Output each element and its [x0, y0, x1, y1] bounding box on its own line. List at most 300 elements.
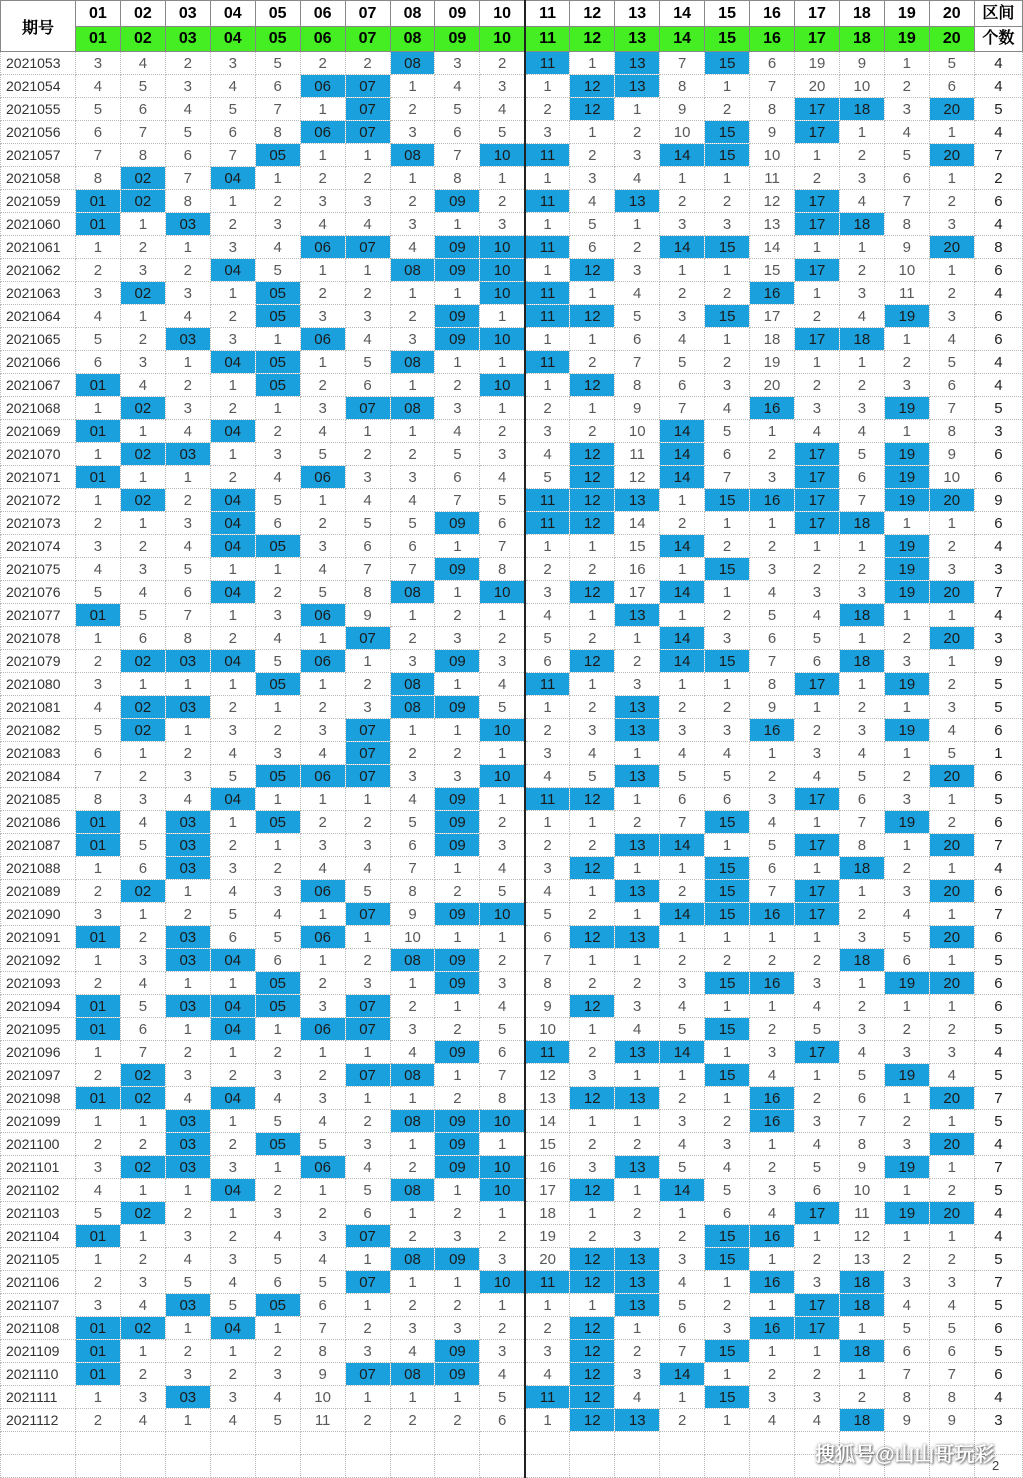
table-row [1, 1041, 1023, 1064]
omission-cell: 1 [570, 328, 615, 351]
omission-cell: 6 [660, 788, 705, 811]
omission-cell: 4 [660, 995, 705, 1018]
omission-cell: 5 [300, 1271, 345, 1294]
omission-cell: 3 [480, 75, 525, 98]
omission-cell: 1 [390, 75, 435, 98]
omission-cell: 9 [345, 604, 390, 627]
omission-cell: 8 [839, 834, 884, 857]
omission-cell: 2 [929, 1179, 974, 1202]
drawn-number-cell: 19 [884, 305, 929, 328]
drawn-number-cell: 07 [345, 98, 390, 121]
omission-cell: 12 [750, 190, 795, 213]
drawn-number-cell: 13 [615, 1409, 660, 1432]
omission-cell: 3 [300, 1225, 345, 1248]
omission-cell: 17 [615, 581, 660, 604]
drawn-number-cell: 12 [570, 1340, 615, 1363]
omission-cell: 9 [929, 1409, 974, 1432]
omission-cell: 2 [390, 1156, 435, 1179]
drawn-number-cell: 15 [705, 857, 750, 880]
drawn-number-cell: 07 [345, 1018, 390, 1041]
omission-cell: 3 [750, 1041, 795, 1064]
drawn-number-cell: 12 [570, 1087, 615, 1110]
omission-cell: 2 [345, 1409, 390, 1432]
omission-cell: 4 [165, 98, 210, 121]
omission-cell: 5 [929, 1317, 974, 1340]
omission-cell: 2 [839, 1386, 884, 1409]
zone-count-cell: 4 [974, 351, 1022, 374]
omission-cell: 5 [480, 880, 525, 903]
drawn-number-cell: 19 [884, 673, 929, 696]
omission-cell: 2 [165, 1340, 210, 1363]
drawn-number-cell: 09 [435, 328, 480, 351]
omission-cell: 3 [884, 1041, 929, 1064]
omission-cell: 2 [75, 972, 120, 995]
omission-cell: 6 [255, 949, 300, 972]
omission-cell: 1 [255, 1156, 300, 1179]
drawn-number-cell: 05 [255, 1133, 300, 1156]
omission-cell: 1 [929, 604, 974, 627]
omission-cell: 4 [480, 673, 525, 696]
omission-cell: 2 [660, 1409, 705, 1432]
omission-cell: 2 [884, 765, 929, 788]
drawn-number-cell: 07 [345, 236, 390, 259]
drawn-number-cell: 01 [75, 213, 120, 236]
table-row [1, 995, 1023, 1018]
table-row [1, 1018, 1023, 1041]
omission-cell: 14 [615, 512, 660, 535]
omission-cell: 2 [929, 673, 974, 696]
omission-cell: 2 [705, 282, 750, 305]
omission-cell: 1 [839, 972, 884, 995]
omission-cell: 1 [705, 834, 750, 857]
omission-cell: 4 [525, 880, 570, 903]
omission-cell: 2 [525, 397, 570, 420]
omission-cell: 1 [884, 52, 929, 75]
omission-cell: 7 [480, 1064, 525, 1087]
drawn-number-cell: 06 [300, 1156, 345, 1179]
omission-cell: 1 [794, 857, 839, 880]
omission-cell: 2 [75, 650, 120, 673]
drawn-number-cell: 17 [794, 443, 839, 466]
omission-cell: 6 [165, 144, 210, 167]
omission-cell: 4 [660, 1271, 705, 1294]
omission-cell: 1 [705, 995, 750, 1018]
drawn-number-cell: 06 [300, 75, 345, 98]
table-row [1, 282, 1023, 305]
omission-cell: 5 [435, 98, 480, 121]
omission-cell: 2 [75, 1133, 120, 1156]
omission-cell: 4 [794, 995, 839, 1018]
omission-cell: 7 [165, 604, 210, 627]
drawn-number-cell: 06 [300, 765, 345, 788]
omission-cell: 3 [435, 765, 480, 788]
drawn-number-cell: 11 [525, 673, 570, 696]
table-row [1, 811, 1023, 834]
omission-cell: 1 [570, 397, 615, 420]
omission-cell: 1 [480, 1202, 525, 1225]
drawn-number-cell: 01 [75, 420, 120, 443]
omission-cell: 2 [570, 351, 615, 374]
omission-cell: 3 [255, 1202, 300, 1225]
period-cell: 2021081 [1, 696, 76, 719]
omission-cell: 5 [705, 765, 750, 788]
omission-cell: 2 [884, 1018, 929, 1041]
omission-cell: 7 [120, 1041, 165, 1064]
omission-cell: 5 [390, 512, 435, 535]
period-cell: 2021060 [1, 213, 76, 236]
omission-cell: 5 [345, 351, 390, 374]
omission-cell: 3 [660, 305, 705, 328]
omission-cell: 1 [794, 696, 839, 719]
period-cell: 2021112 [1, 1409, 76, 1432]
omission-cell: 4 [255, 1386, 300, 1409]
omission-cell: 4 [884, 1294, 929, 1317]
omission-cell: 5 [884, 144, 929, 167]
omission-cell: 4 [255, 1087, 300, 1110]
omission-cell: 1 [615, 1064, 660, 1087]
omission-cell: 1 [884, 328, 929, 351]
empty-cell [750, 1455, 795, 1478]
omission-cell: 2 [794, 1363, 839, 1386]
omission-cell: 5 [839, 765, 884, 788]
omission-cell: 8 [255, 121, 300, 144]
omission-cell: 4 [255, 903, 300, 926]
omission-cell: 1 [839, 236, 884, 259]
drawn-number-cell: 01 [75, 834, 120, 857]
drawn-number-cell: 17 [794, 1294, 839, 1317]
drawn-number-cell: 11 [525, 1271, 570, 1294]
omission-cell: 2 [165, 1041, 210, 1064]
period-cell: 2021101 [1, 1156, 76, 1179]
omission-cell: 4 [300, 213, 345, 236]
omission-cell: 1 [929, 259, 974, 282]
omission-cell: 1 [210, 374, 255, 397]
omission-cell: 1 [480, 926, 525, 949]
omission-cell: 1 [435, 857, 480, 880]
omission-cell: 7 [300, 1317, 345, 1340]
omission-cell: 1 [120, 213, 165, 236]
drawn-number-cell: 13 [615, 75, 660, 98]
drawn-number-cell: 09 [435, 1248, 480, 1271]
drawn-number-cell: 02 [120, 1156, 165, 1179]
header-number-06: 06 [300, 1, 345, 27]
omission-cell: 4 [525, 1363, 570, 1386]
period-cell: 2021098 [1, 1087, 76, 1110]
header-number-03: 03 [165, 1, 210, 27]
omission-cell: 3 [839, 1018, 884, 1041]
omission-cell: 2 [570, 972, 615, 995]
omission-cell: 3 [210, 328, 255, 351]
omission-cell: 1 [525, 259, 570, 282]
omission-cell: 17 [525, 1179, 570, 1202]
omission-cell: 6 [165, 581, 210, 604]
zone-count-cell: 7 [974, 1156, 1022, 1179]
omission-cell: 6 [435, 121, 480, 144]
omission-cell: 2 [435, 1294, 480, 1317]
omission-cell: 2 [345, 1110, 390, 1133]
drawn-number-cell: 19 [884, 1064, 929, 1087]
omission-cell: 4 [75, 558, 120, 581]
drawn-number-cell: 10 [480, 1271, 525, 1294]
omission-cell: 4 [75, 696, 120, 719]
omission-cell: 3 [255, 604, 300, 627]
drawn-number-cell: 17 [794, 1202, 839, 1225]
drawn-number-cell: 01 [75, 995, 120, 1018]
omission-cell: 2 [884, 1110, 929, 1133]
drawn-number-cell: 02 [120, 650, 165, 673]
omission-cell: 5 [255, 1409, 300, 1432]
omission-cell: 4 [255, 1225, 300, 1248]
omission-cell: 1 [300, 259, 345, 282]
table-row [1, 443, 1023, 466]
drawn-number-cell: 06 [300, 121, 345, 144]
omission-cell: 18 [525, 1202, 570, 1225]
omission-cell: 3 [390, 650, 435, 673]
header-number-15: 15 [705, 1, 750, 27]
empty-cell [210, 1455, 255, 1478]
omission-cell: 4 [660, 1133, 705, 1156]
zone-count-cell: 6 [974, 305, 1022, 328]
drawn-number-cell: 20 [929, 581, 974, 604]
drawn-number-cell: 04 [210, 1317, 255, 1340]
period-cell: 2021076 [1, 581, 76, 604]
drawn-number-cell: 09 [435, 972, 480, 995]
omission-cell: 1 [480, 742, 525, 765]
drawn-number-cell: 11 [525, 1041, 570, 1064]
omission-cell: 6 [210, 121, 255, 144]
drawn-number-cell: 03 [165, 650, 210, 673]
omission-cell: 5 [255, 259, 300, 282]
omission-cell: 6 [794, 1179, 839, 1202]
drawn-number-cell: 08 [390, 1110, 435, 1133]
drawn-number-cell: 11 [525, 351, 570, 374]
drawn-number-cell: 02 [120, 443, 165, 466]
zone-count-cell: 9 [974, 650, 1022, 673]
omission-cell: 5 [480, 489, 525, 512]
omission-cell: 5 [210, 765, 255, 788]
omission-cell: 15 [615, 535, 660, 558]
drawn-number-cell: 13 [615, 719, 660, 742]
omission-cell: 5 [705, 1179, 750, 1202]
omission-cell: 6 [255, 512, 300, 535]
omission-cell: 12 [839, 1225, 884, 1248]
drawn-number-cell: 03 [165, 834, 210, 857]
drawn-number-cell: 09 [435, 1110, 480, 1133]
omission-cell: 4 [120, 972, 165, 995]
drawn-number-cell: 02 [120, 489, 165, 512]
period-cell: 2021066 [1, 351, 76, 374]
period-cell: 2021055 [1, 98, 76, 121]
drawn-number-cell: 11 [525, 236, 570, 259]
omission-cell: 1 [75, 1386, 120, 1409]
omission-cell: 1 [210, 1340, 255, 1363]
header-green-number-16: 16 [750, 27, 795, 52]
omission-cell: 1 [300, 903, 345, 926]
omission-cell: 1 [525, 1409, 570, 1432]
period-cell: 2021108 [1, 1317, 76, 1340]
drawn-number-cell: 06 [300, 880, 345, 903]
omission-cell: 2 [300, 1064, 345, 1087]
drawn-number-cell: 18 [839, 328, 884, 351]
omission-cell: 5 [525, 466, 570, 489]
omission-cell: 2 [884, 857, 929, 880]
omission-cell: 1 [255, 834, 300, 857]
drawn-number-cell: 20 [929, 627, 974, 650]
zone-count-cell: 5 [974, 1294, 1022, 1317]
omission-cell: 3 [615, 144, 660, 167]
table-row [1, 1110, 1023, 1133]
omission-cell: 2 [839, 144, 884, 167]
drawn-number-cell: 05 [255, 1294, 300, 1317]
header-number-11: 11 [525, 1, 570, 27]
omission-cell: 1 [929, 1225, 974, 1248]
omission-cell: 1 [750, 512, 795, 535]
omission-cell: 8 [165, 190, 210, 213]
drawn-number-cell: 14 [660, 1363, 705, 1386]
omission-cell: 4 [165, 305, 210, 328]
omission-cell: 1 [794, 236, 839, 259]
omission-cell: 2 [210, 1064, 255, 1087]
omission-cell: 4 [300, 1110, 345, 1133]
omission-cell: 4 [75, 305, 120, 328]
omission-cell: 1 [705, 1363, 750, 1386]
drawn-number-cell: 12 [570, 374, 615, 397]
zone-count-cell: 6 [974, 972, 1022, 995]
omission-cell: 2 [210, 213, 255, 236]
drawn-number-cell: 09 [435, 1133, 480, 1156]
omission-cell: 2 [390, 190, 435, 213]
omission-cell: 2 [794, 374, 839, 397]
omission-cell: 1 [705, 75, 750, 98]
drawn-number-cell: 06 [300, 926, 345, 949]
period-cell: 2021107 [1, 1294, 76, 1317]
drawn-number-cell: 19 [884, 535, 929, 558]
omission-cell: 3 [705, 213, 750, 236]
drawn-number-cell: 02 [120, 190, 165, 213]
omission-cell: 7 [210, 144, 255, 167]
omission-cell: 13 [750, 213, 795, 236]
drawn-number-cell: 17 [794, 673, 839, 696]
drawn-number-cell: 15 [705, 811, 750, 834]
omission-cell: 3 [390, 1317, 435, 1340]
header-number-17: 17 [794, 1, 839, 27]
omission-cell: 1 [75, 489, 120, 512]
table-row [1, 305, 1023, 328]
drawn-number-cell: 14 [660, 650, 705, 673]
omission-cell: 7 [705, 466, 750, 489]
omission-cell: 5 [480, 121, 525, 144]
drawn-number-cell: 07 [345, 75, 390, 98]
omission-cell: 2 [255, 1340, 300, 1363]
omission-cell: 1 [210, 1041, 255, 1064]
header-green-number-08: 08 [390, 27, 435, 52]
omission-cell: 2 [165, 1202, 210, 1225]
omission-cell: 1 [705, 1409, 750, 1432]
omission-cell: 2 [435, 1409, 480, 1432]
omission-cell: 1 [929, 949, 974, 972]
table-row [1, 144, 1023, 167]
period-cell: 2021075 [1, 558, 76, 581]
omission-cell: 6 [705, 788, 750, 811]
omission-cell: 7 [525, 949, 570, 972]
omission-cell: 1 [75, 443, 120, 466]
omission-cell: 1 [525, 1294, 570, 1317]
omission-cell: 1 [705, 259, 750, 282]
zone-count-cell: 5 [974, 696, 1022, 719]
omission-cell: 2 [300, 972, 345, 995]
period-cell: 2021059 [1, 190, 76, 213]
omission-cell: 4 [839, 420, 884, 443]
omission-cell: 4 [255, 466, 300, 489]
drawn-number-cell: 09 [435, 512, 480, 535]
omission-cell: 6 [750, 857, 795, 880]
omission-cell: 1 [255, 788, 300, 811]
omission-cell: 1 [929, 857, 974, 880]
drawn-number-cell: 16 [750, 719, 795, 742]
omission-cell: 1 [480, 1133, 525, 1156]
omission-cell: 2 [750, 443, 795, 466]
zone-count-cell: 5 [974, 397, 1022, 420]
omission-cell: 2 [839, 995, 884, 1018]
omission-cell: 2 [435, 1087, 480, 1110]
omission-cell: 1 [210, 190, 255, 213]
omission-cell: 5 [300, 581, 345, 604]
drawn-number-cell: 09 [435, 305, 480, 328]
omission-cell: 7 [660, 52, 705, 75]
omission-cell: 2 [390, 1225, 435, 1248]
omission-cell: 4 [615, 282, 660, 305]
empty-cell [1, 1455, 76, 1478]
omission-cell: 3 [255, 1064, 300, 1087]
drawn-number-cell: 11 [525, 52, 570, 75]
omission-cell: 1 [884, 604, 929, 627]
omission-cell: 1 [300, 788, 345, 811]
drawn-number-cell: 17 [794, 903, 839, 926]
omission-cell: 1 [390, 719, 435, 742]
omission-cell: 9 [839, 52, 884, 75]
omission-cell: 1 [929, 995, 974, 1018]
drawn-number-cell: 10 [480, 259, 525, 282]
drawn-number-cell: 16 [750, 1087, 795, 1110]
omission-cell: 1 [480, 1294, 525, 1317]
omission-cell: 12 [615, 466, 660, 489]
table-row [1, 880, 1023, 903]
omission-cell: 1 [839, 535, 884, 558]
omission-cell: 10 [660, 121, 705, 144]
empty-cell [1, 1432, 76, 1455]
omission-cell: 2 [210, 1363, 255, 1386]
period-cell: 2021069 [1, 420, 76, 443]
zone-count-cell: 4 [974, 857, 1022, 880]
drawn-number-cell: 14 [660, 834, 705, 857]
omission-cell: 1 [570, 121, 615, 144]
omission-cell: 1 [255, 558, 300, 581]
drawn-number-cell: 02 [120, 696, 165, 719]
zone-count-cell: 4 [974, 535, 1022, 558]
drawn-number-cell: 19 [884, 719, 929, 742]
omission-cell: 7 [929, 397, 974, 420]
drawn-number-cell: 15 [705, 972, 750, 995]
table-row [1, 489, 1023, 512]
omission-cell: 6 [615, 328, 660, 351]
drawn-number-cell: 03 [165, 696, 210, 719]
drawn-number-cell: 01 [75, 1018, 120, 1041]
table-row [1, 328, 1023, 351]
drawn-number-cell: 17 [794, 190, 839, 213]
table-row [1, 1294, 1023, 1317]
omission-cell: 3 [839, 397, 884, 420]
drawn-number-cell: 13 [615, 1294, 660, 1317]
